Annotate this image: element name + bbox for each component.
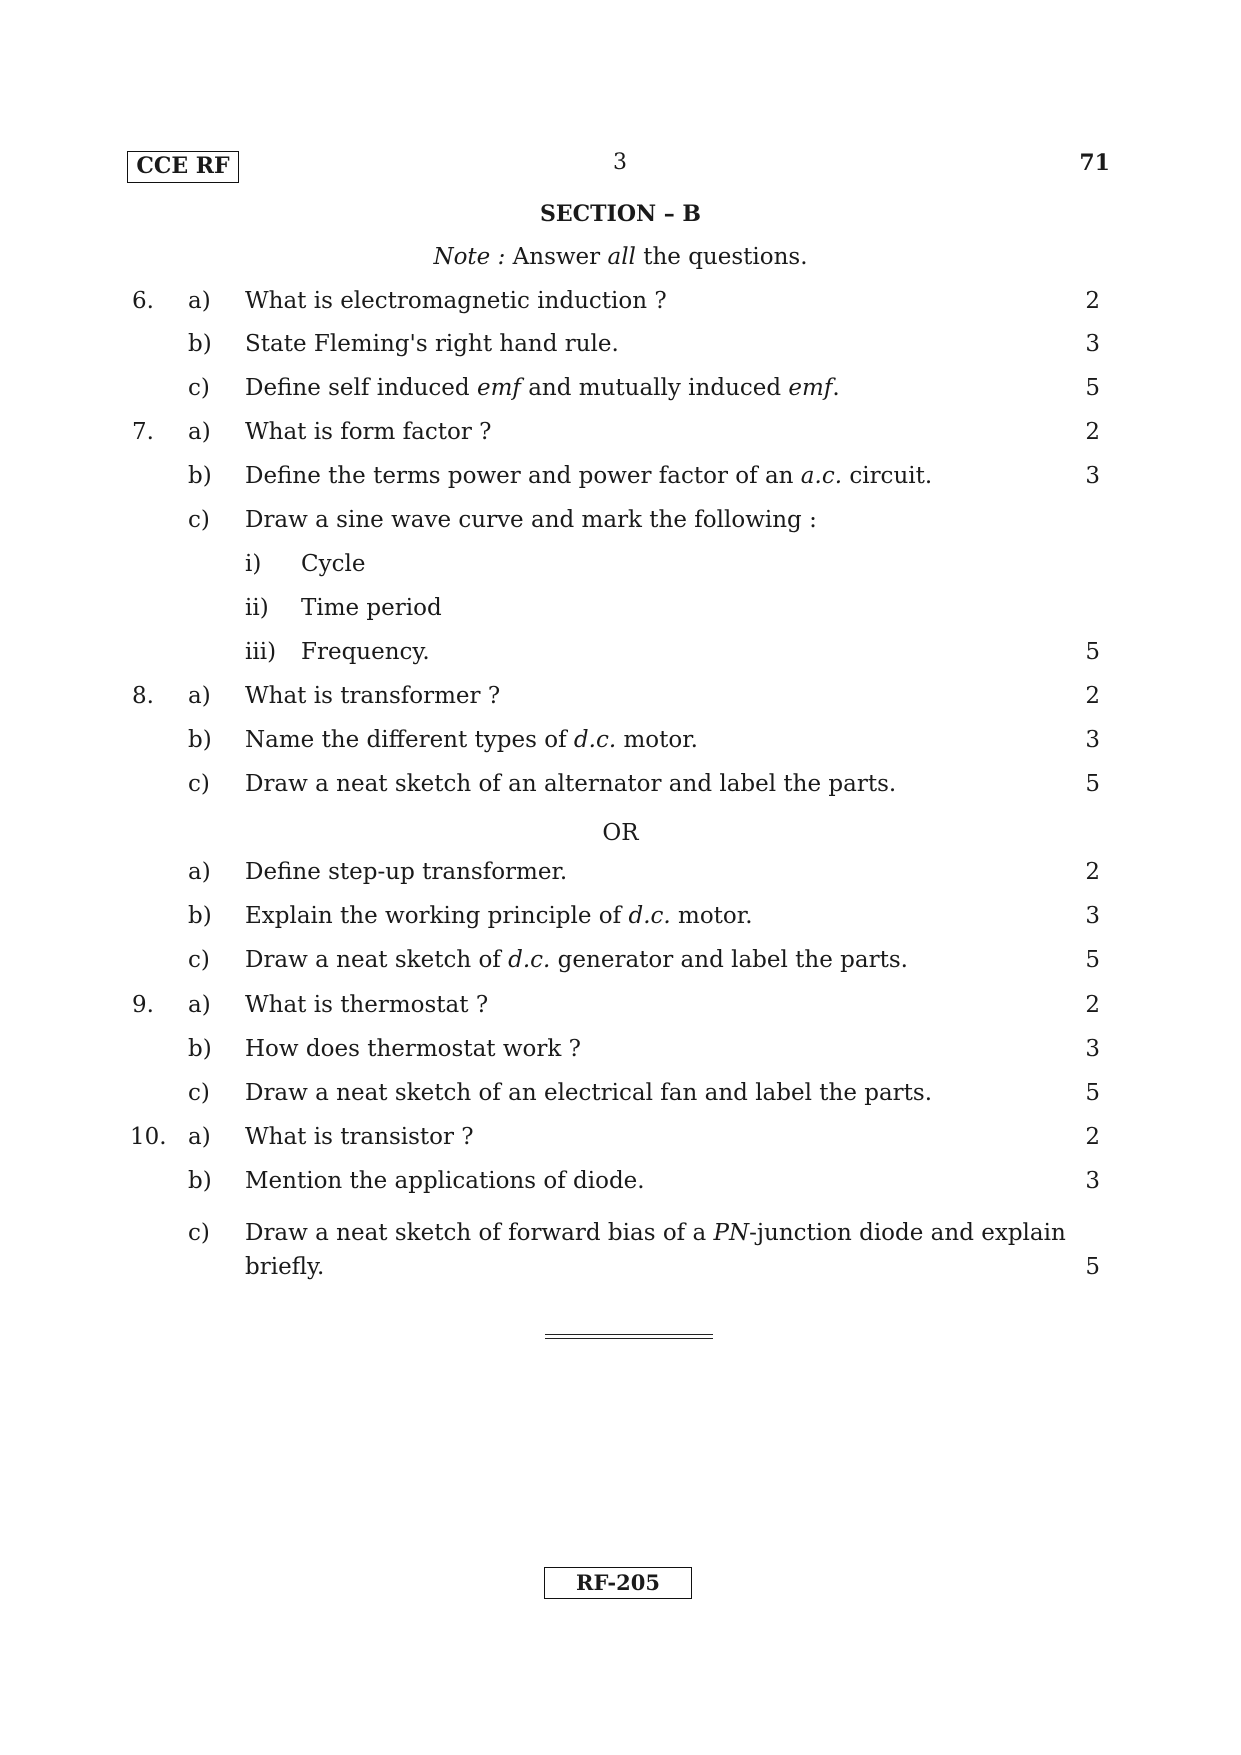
text-part: Draw a neat sketch of <box>245 947 509 973</box>
text-emphasis: PN <box>713 1220 750 1246</box>
question-text <box>245 373 1065 403</box>
paper-code: 71 <box>1079 150 1110 176</box>
question-number: 9. <box>132 992 154 1018</box>
question-number: 6. <box>132 288 154 314</box>
subpart-label: c) <box>188 1220 210 1246</box>
marks: 5 <box>1085 639 1100 665</box>
subpart-label: b) <box>188 463 212 489</box>
subpart-label: b) <box>188 331 212 357</box>
question-text: Define step-up transformer. <box>245 859 568 885</box>
section-note <box>0 244 1241 270</box>
subpart-label: c) <box>188 1080 210 1106</box>
question-text: Mention the applications of diode. <box>245 1168 645 1194</box>
question-10a <box>0 1122 1241 1162</box>
question-number: 8. <box>132 683 154 709</box>
subpart-label: c) <box>188 771 210 797</box>
question-text <box>245 461 1065 491</box>
subpart-label: c) <box>188 507 210 533</box>
subpart-label: b) <box>188 1168 212 1194</box>
subpart-label: a) <box>188 288 211 314</box>
marks: 2 <box>1085 1124 1100 1150</box>
question-7c <box>0 505 1241 545</box>
subpart-label: a) <box>188 992 211 1018</box>
text-emphasis: d.c. <box>573 727 617 753</box>
marks: 3 <box>1085 463 1100 489</box>
question-9a <box>0 990 1241 1030</box>
header-code-box: CCE RF <box>127 151 239 183</box>
marks: 2 <box>1085 683 1100 709</box>
marks: 5 <box>1085 1254 1100 1280</box>
marks: 5 <box>1085 947 1100 973</box>
question-8-alt-c <box>0 945 1241 985</box>
question-text: What is transformer ? <box>245 683 501 709</box>
question-9b <box>0 1034 1241 1074</box>
footer-code-box: RF-205 <box>544 1567 692 1599</box>
question-number: 7. <box>132 419 154 445</box>
list-item-label: ii) <box>245 595 269 621</box>
question-8-alt-a <box>0 857 1241 897</box>
list-item-text: Cycle <box>301 551 366 577</box>
question-text: What is electromagnetic induction ? <box>245 288 667 314</box>
question-text <box>245 901 1065 931</box>
question-7b <box>0 461 1241 501</box>
marks: 3 <box>1085 1168 1100 1194</box>
marks: 5 <box>1085 771 1100 797</box>
marks: 2 <box>1085 288 1100 314</box>
text-part: circuit. <box>842 463 933 489</box>
end-double-rule <box>545 1334 713 1339</box>
subpart-label: b) <box>188 727 212 753</box>
marks: 3 <box>1085 1036 1100 1062</box>
marks: 5 <box>1085 375 1100 401</box>
marks: 2 <box>1085 859 1100 885</box>
text-part: Name the different types of <box>245 727 574 753</box>
subpart-label: a) <box>188 419 211 445</box>
text-part: Define self induced <box>245 375 477 401</box>
marks: 2 <box>1085 419 1100 445</box>
text-part: motor. <box>670 903 753 929</box>
list-item-row <box>245 637 1065 667</box>
text-part: motor. <box>616 727 698 753</box>
list-item-text: Time period <box>301 595 442 621</box>
text-part: Explain the working principle of <box>245 903 629 929</box>
marks: 3 <box>1085 727 1100 753</box>
question-text-line-1 <box>245 1218 1066 1248</box>
marks: 3 <box>1085 903 1100 929</box>
text-part: -junction diode and explain <box>749 1220 1066 1246</box>
section-title: SECTION – B <box>539 201 701 227</box>
note-text-before: Answer <box>512 244 601 270</box>
text-part: . <box>832 375 840 401</box>
text-part: Define the terms power and power factor of an <box>245 463 801 489</box>
question-8b <box>0 725 1241 765</box>
question-text: State Fleming's right hand rule. <box>245 331 619 357</box>
text-emphasis: d.c. <box>628 903 671 929</box>
list-item-label: iii) <box>245 639 277 665</box>
question-text <box>245 945 1065 975</box>
question-number: 10. <box>130 1124 167 1150</box>
list-item-text: Frequency. <box>301 639 430 665</box>
subpart-label: a) <box>188 683 211 709</box>
or-separator: OR <box>602 820 639 846</box>
text-emphasis: a.c. <box>800 463 843 489</box>
marks: 3 <box>1085 331 1100 357</box>
page-number: 3 <box>613 150 627 175</box>
question-8-alt-b <box>0 901 1241 941</box>
subpart-label: c) <box>188 947 210 973</box>
subpart-label: b) <box>188 903 212 929</box>
list-item-label: i) <box>245 551 262 577</box>
subpart-label: a) <box>188 859 211 885</box>
text-part: Draw a neat sketch of forward bias of a <box>245 1220 714 1246</box>
question-text <box>245 725 1065 755</box>
marks: 5 <box>1085 1080 1100 1106</box>
question-text: Draw a neat sketch of an electrical fan and label the parts. <box>245 1080 933 1106</box>
question-8c <box>0 769 1241 809</box>
note-emphasis: all <box>607 244 636 270</box>
question-6b <box>0 329 1241 369</box>
question-text-line-2: briefly. <box>245 1254 325 1280</box>
question-text: What is form factor ? <box>245 419 492 445</box>
question-text: How does thermostat work ? <box>245 1036 581 1062</box>
subpart-label: c) <box>188 375 210 401</box>
question-text: Draw a neat sketch of an alternator and label the parts. <box>245 771 897 797</box>
question-7a <box>0 417 1241 457</box>
question-9c <box>0 1078 1241 1118</box>
list-item-frequency <box>0 637 1241 677</box>
note-label: Note : <box>433 244 506 270</box>
text-emphasis: emf <box>788 375 833 401</box>
question-text: What is transistor ? <box>245 1124 474 1150</box>
marks: 2 <box>1085 992 1100 1018</box>
text-emphasis: emf <box>476 375 521 401</box>
question-8a <box>0 681 1241 721</box>
subpart-label: b) <box>188 1036 212 1062</box>
text-part: generator and label the parts. <box>550 947 908 973</box>
subpart-label: a) <box>188 1124 211 1150</box>
text-emphasis: d.c. <box>508 947 551 973</box>
text-part: and mutually induced <box>520 375 789 401</box>
question-text: Draw a sine wave curve and mark the following : <box>245 507 817 533</box>
question-text: What is thermostat ? <box>245 992 489 1018</box>
note-text-after: the questions. <box>643 244 808 270</box>
question-6a <box>0 286 1241 326</box>
question-6c <box>0 373 1241 413</box>
question-10b <box>0 1166 1241 1206</box>
